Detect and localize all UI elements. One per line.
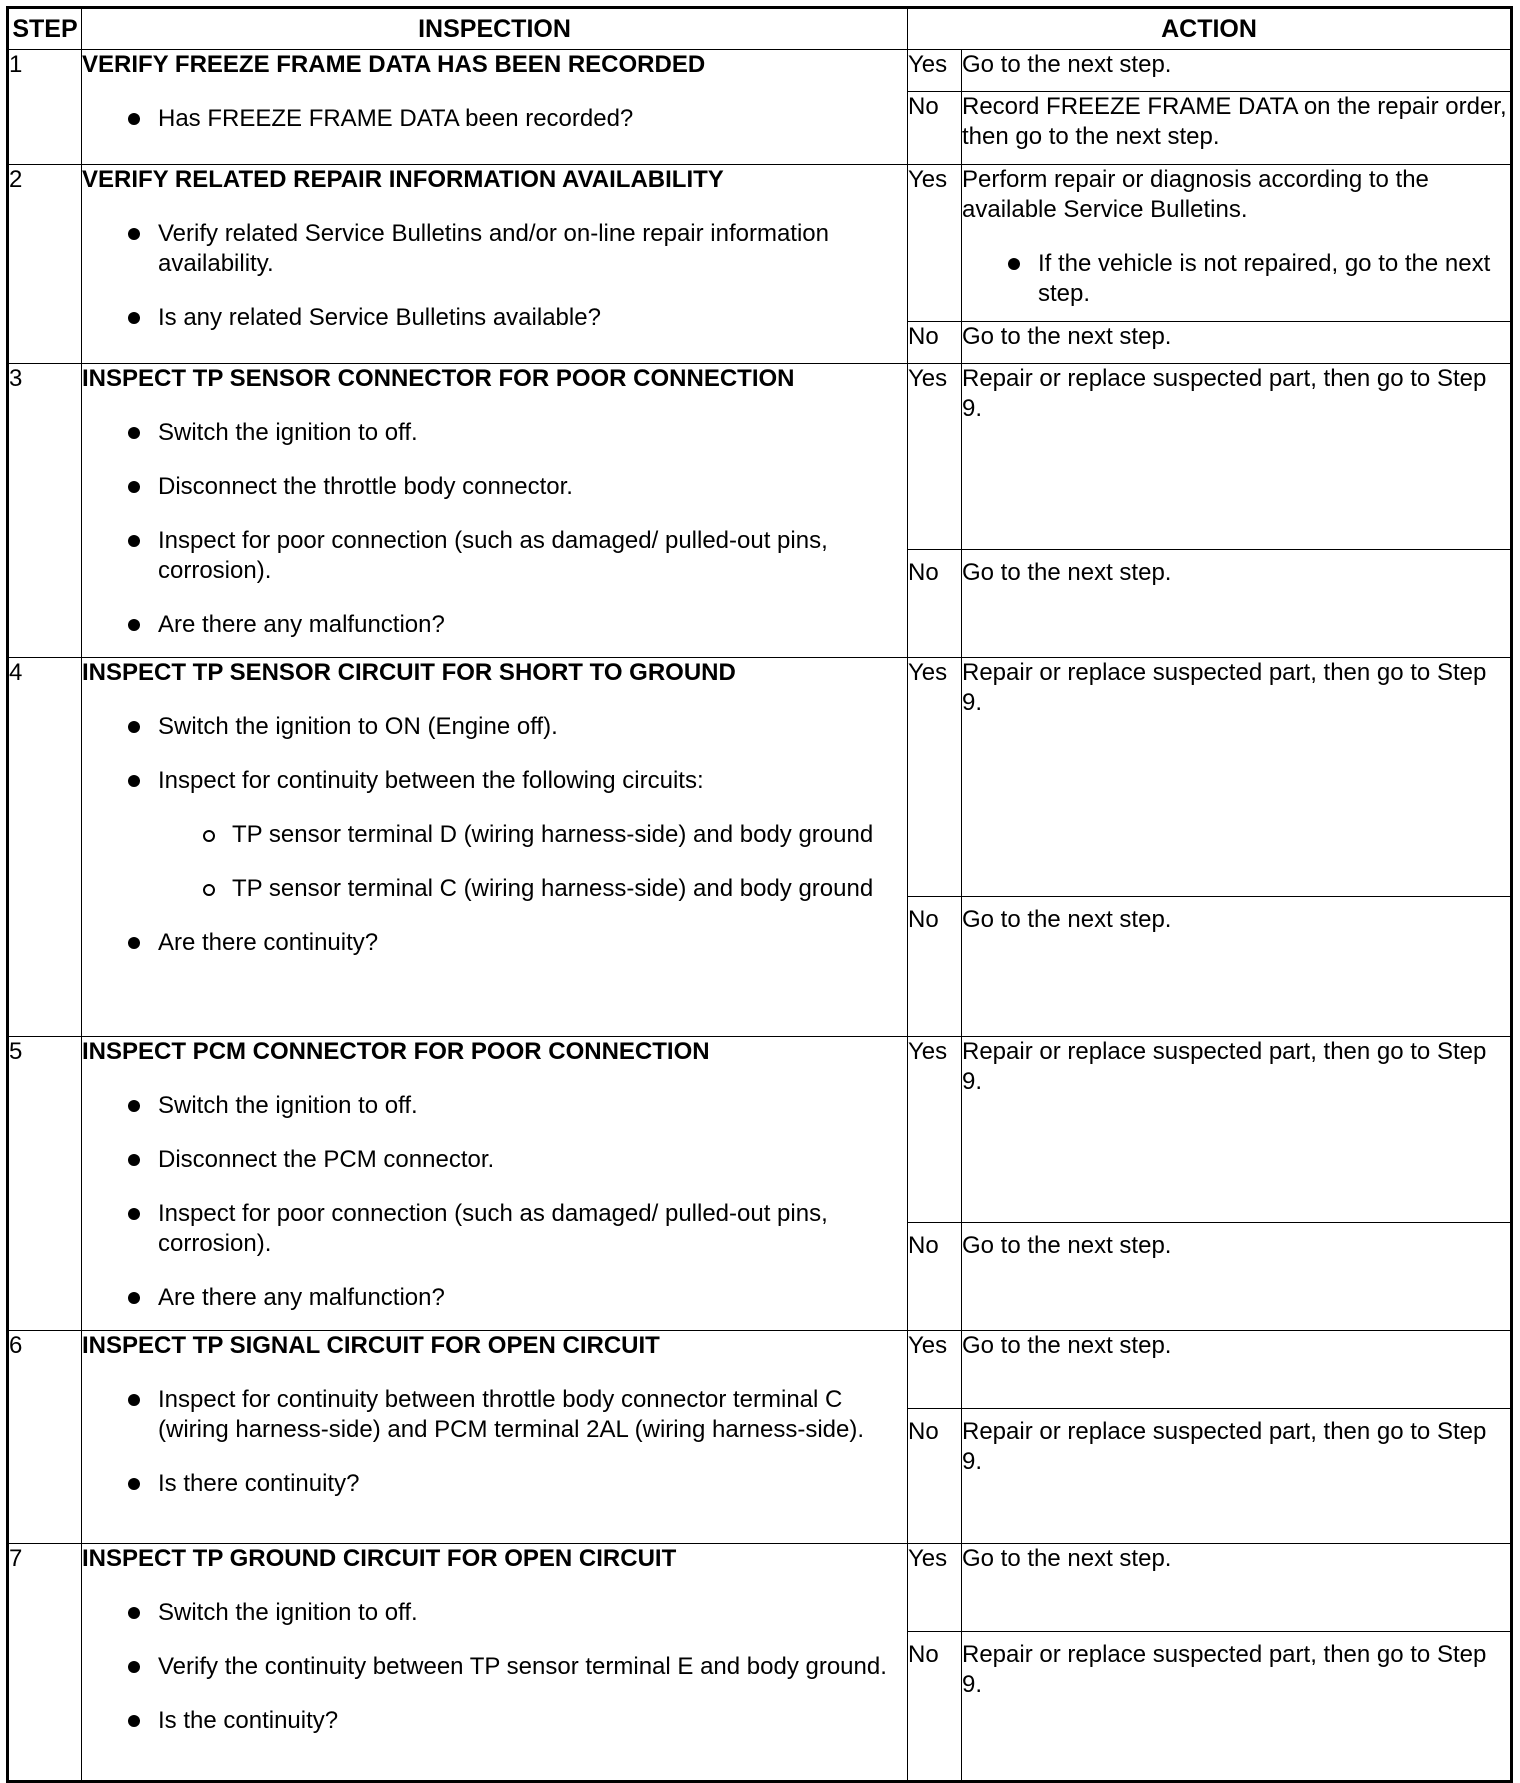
step-7-yes-row (8, 1544, 1512, 1632)
inspection-bullet: Verify related Service Bulletins and/or on-line repair information availability. (82, 219, 907, 279)
step-inspection (82, 1544, 908, 1782)
inspection-bullet: Inspect for poor connection (such as damaged/ pulled-out pins, corrosion). (82, 1199, 907, 1259)
step-inspection (82, 364, 908, 658)
inspection-bullet: Is there continuity? (82, 1469, 907, 1499)
yes-label: Yes (908, 165, 962, 322)
inspection-bullet: Switch the ignition to off. (82, 1598, 907, 1628)
step-inspection (82, 1331, 908, 1544)
inspection-bullet: Inspect for poor connection (such as damaged/ pulled-out pins, corrosion). (82, 526, 907, 586)
diagnostic-table (6, 6, 1513, 1783)
no-action: Go to the next step. (962, 322, 1512, 364)
inspection-bullet: Are there any malfunction? (82, 1283, 907, 1313)
yes-action-text: Perform repair or diagnosis according to the available Service Bulletins. (962, 166, 1429, 223)
yes-action: Repair or replace suspected part, then go to Step 9. (962, 364, 1512, 550)
inspection-bullet: Is any related Service Bulletins available? (82, 303, 907, 333)
no-action: Go to the next step. (962, 1223, 1512, 1331)
yes-action: Repair or replace suspected part, then go to Step 9. (962, 658, 1512, 897)
header-inspection: INSPECTION (82, 8, 908, 50)
yes-action (962, 165, 1512, 322)
no-action: Repair or replace suspected part, then go to Step 9. (962, 1409, 1512, 1544)
step-title: INSPECT TP SENSOR CIRCUIT FOR SHORT TO GROUND (82, 659, 736, 686)
no-label: No (908, 1409, 962, 1544)
step-3-yes-row (8, 364, 1512, 550)
step-number: 1 (8, 50, 82, 165)
yes-action: Go to the next step. (962, 1331, 1512, 1409)
step-title: VERIFY FREEZE FRAME DATA HAS BEEN RECORDED (82, 51, 706, 78)
action-bullet: If the vehicle is not repaired, go to the next step. (962, 249, 1510, 309)
step-inspection (82, 165, 908, 364)
inspection-bullet: Verify the continuity between TP sensor terminal E and body ground. (82, 1652, 907, 1682)
inspection-bullet: Disconnect the throttle body connector. (82, 472, 907, 502)
no-label: No (908, 1223, 962, 1331)
step-title: INSPECT TP SIGNAL CIRCUIT FOR OPEN CIRCUIT (82, 1332, 660, 1359)
inspection-bullet: Are there continuity? (82, 928, 907, 958)
header-step: STEP (8, 8, 82, 50)
no-action: Go to the next step. (962, 550, 1512, 658)
step-inspection (82, 50, 908, 165)
step-number: 4 (8, 658, 82, 1037)
yes-label: Yes (908, 1037, 962, 1223)
inspection-bullet: Switch the ignition to off. (82, 1091, 907, 1121)
step-title: VERIFY RELATED REPAIR INFORMATION AVAILABILITY (82, 166, 724, 193)
step-title: INSPECT TP SENSOR CONNECTOR FOR POOR CONNECTION (82, 365, 795, 392)
step-inspection (82, 658, 908, 1037)
step-number: 3 (8, 364, 82, 658)
yes-label: Yes (908, 50, 962, 92)
step-number: 2 (8, 165, 82, 364)
inspection-bullet: Disconnect the PCM connector. (82, 1145, 907, 1175)
inspection-bullet: Switch the ignition to ON (Engine off). (82, 712, 907, 742)
yes-action: Go to the next step. (962, 1544, 1512, 1632)
no-label: No (908, 1632, 962, 1782)
header-action: ACTION (908, 8, 1512, 50)
no-label: No (908, 92, 962, 165)
inspection-bullet: Are there any malfunction? (82, 610, 907, 640)
table-header-row (8, 8, 1512, 50)
step-title: INSPECT PCM CONNECTOR FOR POOR CONNECTION (82, 1038, 710, 1065)
step-number: 7 (8, 1544, 82, 1782)
step-2-yes-row (8, 165, 1512, 322)
inspection-bullet: Switch the ignition to off. (82, 418, 907, 448)
no-label: No (908, 322, 962, 364)
inspection-bullet: Has FREEZE FRAME DATA been recorded? (82, 104, 907, 134)
inspection-bullet-text: Inspect for continuity between the following circuits: (158, 767, 704, 794)
step-5-yes-row (8, 1037, 1512, 1223)
inspection-bullet: Is the continuity? (82, 1706, 907, 1736)
no-action: Go to the next step. (962, 897, 1512, 1037)
yes-label: Yes (908, 1331, 962, 1409)
step-1-yes-row (8, 50, 1512, 92)
step-4-yes-row (8, 658, 1512, 897)
yes-label: Yes (908, 658, 962, 897)
step-inspection (82, 1037, 908, 1331)
yes-action: Go to the next step. (962, 50, 1512, 92)
inspection-sub-bullet: TP sensor terminal D (wiring harness-side) and body ground (158, 820, 907, 850)
no-label: No (908, 897, 962, 1037)
diagnostic-procedure (6, 6, 1510, 1783)
step-number: 6 (8, 1331, 82, 1544)
step-6-yes-row (8, 1331, 1512, 1409)
inspection-sub-bullet: TP sensor terminal C (wiring harness-side) and body ground (158, 874, 907, 904)
yes-label: Yes (908, 1544, 962, 1632)
yes-label: Yes (908, 364, 962, 550)
step-number: 5 (8, 1037, 82, 1331)
yes-action: Repair or replace suspected part, then go to Step 9. (962, 1037, 1512, 1223)
no-action: Record FREEZE FRAME DATA on the repair order, then go to the next step. (962, 92, 1512, 165)
no-label: No (908, 550, 962, 658)
step-title: INSPECT TP GROUND CIRCUIT FOR OPEN CIRCUIT (82, 1545, 677, 1572)
no-action: Repair or replace suspected part, then go to Step 9. (962, 1632, 1512, 1782)
inspection-bullet: Inspect for continuity between throttle body connector terminal C (wiring harness-side) and PCM terminal 2AL (wiring harness-side). (82, 1385, 907, 1445)
inspection-bullet (82, 766, 907, 904)
